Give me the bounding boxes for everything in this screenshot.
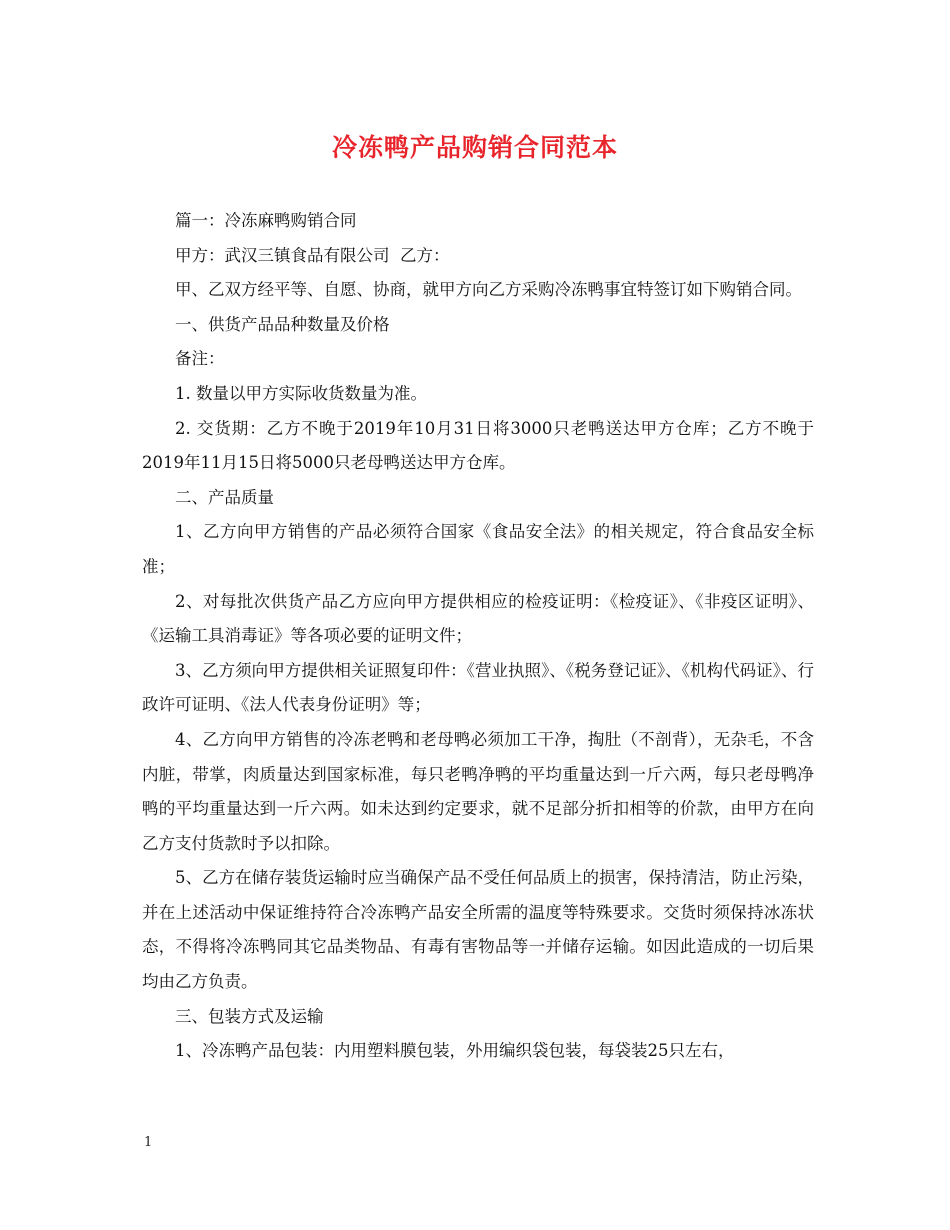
page-number: 1 (144, 1135, 153, 1150)
paragraph: 4、乙方向甲方销售的冷冻老鸭和老母鸭必须加工干净，掏肚（不剖背），无杂毛，不含内脏，带掌，肉质量达到国家标准，每只老鸭净鸭的平均重量达到一斤六两，每只老母鸭净鸭的平均重量达到一斤六两。如未达到约定要求，就不足部分折扣相等的价款，由甲方在向乙方支付货款时予以扣除。 (142, 729, 814, 853)
paragraph: 篇一：冷冻麻鸭购销合同 (175, 211, 357, 230)
paragraph: 甲方：武汉三镇食品有限公司 乙方： (175, 245, 450, 265)
section-heading: 一、供货产品品种数量及价格 (175, 314, 390, 334)
document-body (142, 204, 814, 1069)
section-heading: 二、产品质量 (175, 487, 274, 507)
section-heading: 三、包装方式及运输 (175, 1006, 324, 1026)
paragraph: 5、乙方在储存装货运输时应当确保产品不受任何品质上的损害，保持清洁，防止污染，并在上述活动中保证维持符合冷冻鸭产品安全所需的温度等特殊要求。交货时须保持冰冻状态，不得将冷冻鸭同其它品类物品、有毒有害物品等一并储存运输。如因此造成的一切后果均由乙方负责。 (142, 868, 814, 992)
paragraph: 备注： (175, 349, 225, 369)
paragraph: 甲、乙双方经平等、自愿、协商，就甲方向乙方采购冷冻鸭事宜特签订如下购销合同。 (175, 280, 802, 300)
paragraph: 3、乙方须向甲方提供相关证照复印件：《营业执照》、《税务登记证》、《机构代码证》、行政许可证明、《法人代表身份证明》等； (142, 660, 814, 715)
paragraph: 1. 数量以甲方实际收货数量为准。 (175, 383, 427, 403)
paragraph: 2. 交货期：乙方不晚于2019年10月31日将3000只老鸭送达甲方仓库；乙方不晚于2019年11月15日将5000只老母鸭送达甲方仓库。 (142, 418, 814, 473)
paragraph: 1、乙方向甲方销售的产品必须符合国家《食品安全法》的相关规定，符合食品安全标准； (142, 522, 814, 576)
paragraph: 1、冷冻鸭产品包装：内用塑料膜包装，外用编织袋包装，每袋装25只左右， (175, 1041, 735, 1061)
paragraph: 2、对每批次供货产品乙方应向甲方提供相应的检疫证明：《检疫证》、《非疫区证明》、《运输工具消毒证》等各项必要的证明文件； (142, 591, 814, 646)
document-title: 冷冻鸭产品购销合同范本 (331, 133, 618, 162)
